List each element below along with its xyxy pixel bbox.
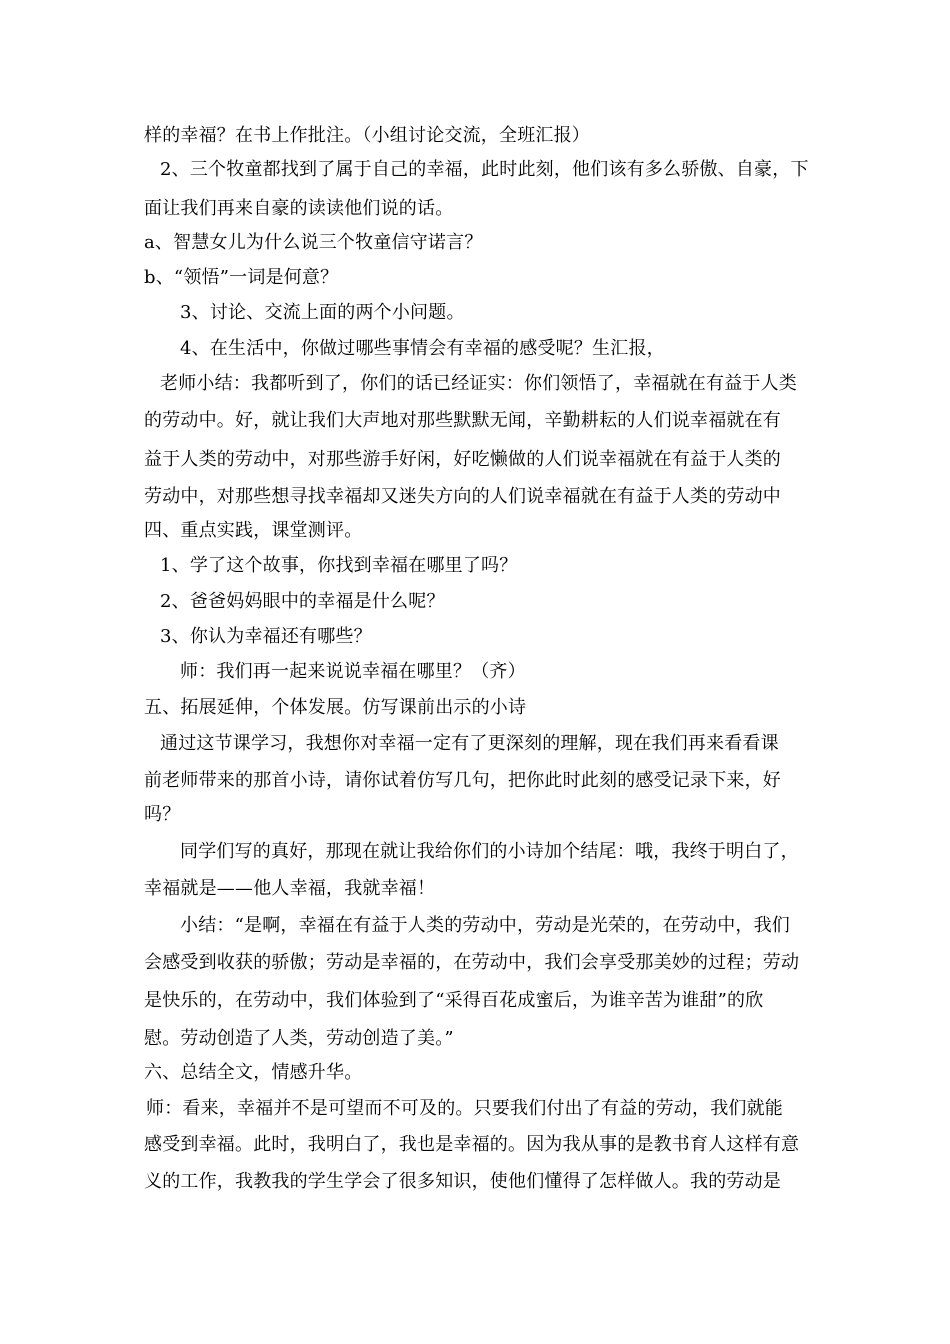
text-line: b、“领悟”一词是何意？	[144, 267, 339, 288]
text-line: 感受到幸福。此时，我明白了，我也是幸福的。因为我从事的是教书育人这样有意	[144, 1134, 800, 1155]
text-line: 幸福就是——他人幸福，我就幸福！	[144, 878, 436, 899]
text-line: 同学们写的真好，那现在就让我给你们的小诗加个结尾：哦，我终于明白了，	[180, 841, 799, 862]
text-line: 小结：“是啊，幸福在有益于人类的劳动中，劳动是光荣的，在劳动中，我们	[180, 915, 790, 936]
text-line: 慰。劳动创造了人类，劳动创造了美。”	[144, 1028, 454, 1049]
text-line: 益于人类的劳动中，对那些游手好闲，好吃懒做的人们说幸福就在有益于人类的	[144, 449, 781, 470]
text-line: 1、学了这个故事，你找到幸福在哪里了吗？	[160, 555, 518, 576]
text-line: 3、讨论、交流上面的两个小问题。	[180, 302, 465, 323]
text-line: 义的工作，我教我的学生学会了很多知识，使他们懂得了怎样做人。我的劳动是	[144, 1171, 781, 1192]
text-line: a、智慧女儿为什么说三个牧童信守诺言？	[144, 232, 483, 253]
text-line: 面让我们再来自豪的读读他们说的话。	[144, 198, 454, 219]
section-heading: 五、拓展延伸，个体发展。仿写课前出示的小诗	[144, 697, 527, 718]
text-line: 2、三个牧童都找到了属于自己的幸福，此时此刻，他们该有多么骄傲、自豪，下	[160, 159, 809, 180]
text-line: 劳动中，对那些想寻找幸福却又迷失方向的人们说幸福就在有益于人类的劳动中	[144, 486, 781, 507]
text-line: 师：我们再一起来说说幸福在哪里？（齐）	[180, 661, 526, 682]
text-line: 的劳动中。好，就让我们大声地对那些默默无闻，辛勤耕耘的人们说幸福就在有	[144, 410, 781, 431]
text-line: 会感受到收获的骄傲；劳动是幸福的，在劳动中，我们会享受那美妙的过程；劳动	[144, 952, 800, 973]
section-heading: 六、总结全文，情感升华。	[144, 1062, 363, 1083]
text-line: 通过这节课学习，我想你对幸福一定有了更深刻的理解，现在我们再来看看课	[160, 733, 779, 754]
text-line: 2、爸爸妈妈眼中的幸福是什么呢？	[160, 591, 445, 612]
text-line: 3、你认为幸福还有哪些？	[160, 626, 372, 647]
section-heading: 四、重点实践，课堂测评。	[144, 520, 363, 541]
text-line: 是快乐的，在劳动中，我们体验到了“采得百花成蜜后，为谁辛苦为谁甜”的欣	[144, 990, 764, 1011]
text-line: 老师小结：我都听到了，你们的话已经证实：你们领悟了，幸福就在有益于人类	[160, 373, 797, 394]
text-line: 吗？	[144, 804, 181, 825]
text-line: 前老师带来的那首小诗，请你试着仿写几句，把你此时此刻的感受记录下来，好	[144, 770, 781, 791]
text-line: 师：看来，幸福并不是可望而不可及的。只要我们付出了有益的劳动，我们就能	[146, 1098, 783, 1119]
text-line: 样的幸福？在书上作批注。（小组讨论交流，全班汇报）	[144, 125, 590, 146]
text-line: 4、在生活中，你做过哪些事情会有幸福的感受呢？生汇报，	[180, 338, 665, 359]
